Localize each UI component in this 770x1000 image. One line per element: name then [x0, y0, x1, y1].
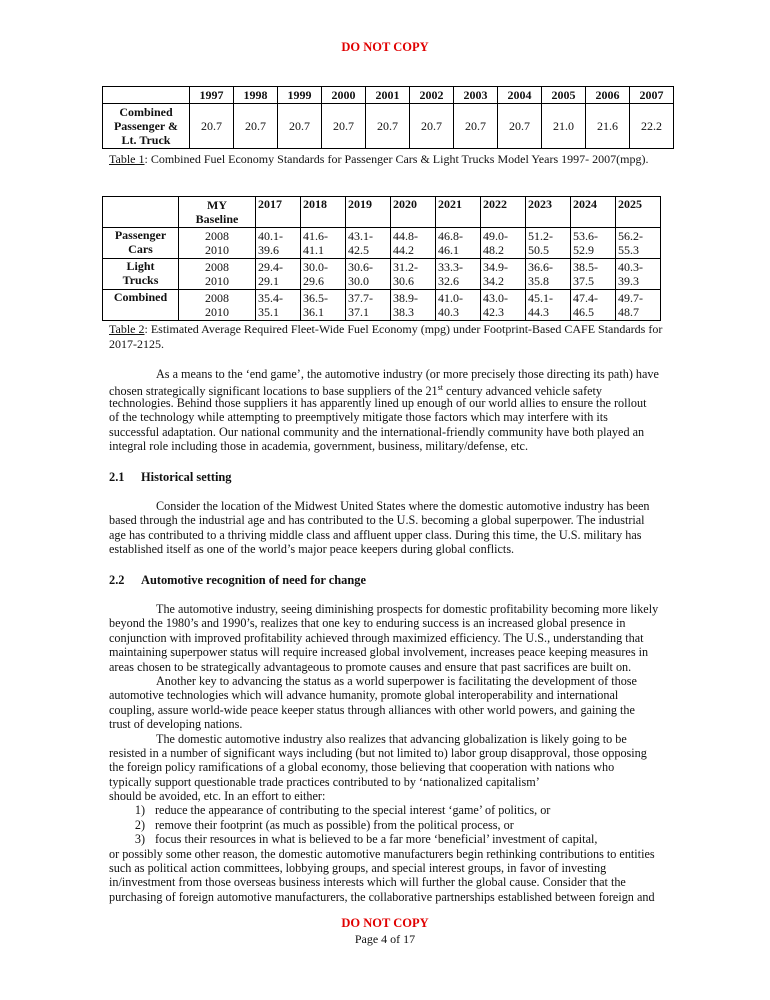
table1-year-header: 2007	[630, 87, 674, 104]
paragraph-line: age has contributed to a thriving middle class and affluent upper class. During this time, the U.S. military has	[109, 527, 642, 542]
paragraph-line: Another key to advancing the status as a world superpower is facilitating the development of those	[156, 673, 637, 688]
header-do-not-copy: DO NOT COPY	[341, 40, 429, 54]
table2-data-row	[103, 290, 661, 321]
paragraph-line-superscript	[109, 381, 684, 399]
table2-value-line: 44.3	[528, 305, 549, 319]
paragraph-line: The domestic automotive industry also realizes that advancing globalization is likely going to be	[156, 731, 627, 746]
table2-year-header: 2017	[256, 197, 301, 228]
table1-corner-cell	[103, 87, 190, 104]
table1-value-cell: 22.2	[630, 104, 674, 149]
table2-baseline-year: 2010	[205, 243, 229, 257]
table1-caption-label: Table 1	[109, 152, 145, 166]
table1-row-label-line: Lt. Truck	[121, 133, 171, 147]
table2-row-label	[103, 290, 179, 321]
list-number: 1)	[134, 803, 145, 818]
table2-value-line: 38.9-	[393, 291, 418, 305]
table2-year-header: 2023	[526, 197, 571, 228]
table2-value-line: 38.5-	[573, 260, 598, 274]
table2-value-line: 48.2	[483, 243, 504, 257]
table2-value-cell	[301, 290, 346, 321]
table2-baseline-year: 2010	[205, 305, 229, 319]
table2-value-line: 33.3-	[438, 260, 463, 274]
paragraph-line: coupling, assure world-wide peace keeper status through alliances with other world powers, and gaining the	[109, 702, 635, 717]
table2-year-header: 2021	[436, 197, 481, 228]
table2-caption-label: Table 2	[109, 322, 145, 336]
table2-value-cell	[436, 259, 481, 290]
list-number: 2)	[134, 817, 145, 832]
section-title: Automotive recognition of need for change	[141, 573, 366, 587]
historical-paragraph	[109, 499, 684, 557]
table1-year-header: 1997	[190, 87, 234, 104]
paragraph-text: century advanced vehicle safety	[442, 384, 603, 399]
table2-data-row	[103, 259, 661, 290]
table2-value-line: 40.3	[438, 305, 459, 319]
table2-baseline-cell	[179, 259, 256, 290]
table2-value-cell	[481, 228, 526, 259]
table2-value-line: 47.4-	[573, 291, 598, 305]
table2-baseline-header	[179, 197, 256, 228]
table1-year-header: 2001	[366, 87, 410, 104]
table1-value-cell: 21.6	[586, 104, 630, 149]
paragraph-line: typically support questionable trade practices contributed to by ‘nationalized capitalism’	[109, 774, 540, 789]
table2-value-cell	[301, 259, 346, 290]
paragraph-line: As a means to the ‘end game’, the automotive industry (or more precisely those directing its path) have	[156, 367, 659, 381]
table2-value-cell	[481, 290, 526, 321]
table2-value-cell	[346, 228, 391, 259]
table2-value-line: 41.0-	[438, 291, 463, 305]
table2-value-cell	[256, 290, 301, 321]
table1-value-cell: 20.7	[278, 104, 322, 149]
table2-year-header: 2019	[346, 197, 391, 228]
table2-value-line: 43.0-	[483, 291, 508, 305]
table2-value-line: 35.4-	[258, 291, 283, 305]
paragraph-line: in/investment from those overseas business interests which will further the global cause. Consider that the	[109, 875, 626, 890]
list-text: remove their footprint (as much as possible) from the political process, or	[155, 817, 514, 832]
table2-year-header: 2020	[391, 197, 436, 228]
table2-baseline-year: 2008	[205, 260, 229, 274]
table2-row-label	[103, 259, 179, 290]
table2-year-header: 2024	[571, 197, 616, 228]
table2-value-line: 35.1	[258, 305, 279, 319]
table2-value-line: 44.2	[393, 243, 414, 257]
table2-year-header: 2025	[616, 197, 661, 228]
section-heading-2-2	[109, 573, 366, 588]
table2-value-cell	[571, 228, 616, 259]
table2-value-line: 51.2-	[528, 229, 553, 243]
table2-value-cell	[391, 290, 436, 321]
table2-value-line: 37.5	[573, 274, 594, 288]
paragraph-line: purchasing of foreign automotive manufacturers, the collaborative partnerships established between foreign and	[109, 889, 655, 904]
list-number: 3)	[134, 832, 145, 847]
table2-header-row	[103, 197, 661, 228]
table2-value-line: 30.0-	[303, 260, 328, 274]
table2-row-label-line: Cars	[128, 242, 153, 256]
table2-value-cell	[391, 259, 436, 290]
table2-value-line: 34.2	[483, 274, 504, 288]
section-number: 2.2	[109, 573, 125, 587]
table2-value-line: 29.4-	[258, 260, 283, 274]
table2-value-line: 30.0	[348, 274, 369, 288]
table2-year-header: 2018	[301, 197, 346, 228]
table2-value-line: 56.2-	[618, 229, 643, 243]
footer-do-not-copy: DO NOT COPY	[341, 916, 429, 930]
intro-paragraph	[109, 367, 684, 453]
table2-row-label-line: Light	[126, 259, 155, 273]
table2-value-line: 55.3	[618, 243, 639, 257]
table2-value-line: 37.1	[348, 305, 369, 319]
paragraph-line: trust of developing nations.	[109, 717, 243, 732]
list-item	[109, 832, 684, 846]
paragraph-line: the foreign policy ramifications of a global economy, those believing that cooperation with nations who	[109, 760, 615, 775]
paragraph-line: automotive technologies which will advance humanity, promote global interoperability and international	[109, 688, 619, 703]
superscript-text: st	[437, 383, 443, 393]
table1-value-cell: 20.7	[498, 104, 542, 149]
paragraph-line: integral role including those in academia, government, business, military/defense, etc.	[109, 438, 528, 453]
table2-value-line: 43.1-	[348, 229, 373, 243]
table2-value-cell	[391, 228, 436, 259]
table2-value-line: 52.9	[573, 243, 594, 257]
table2-value-cell	[571, 290, 616, 321]
table2-value-line: 39.3	[618, 274, 639, 288]
table2-value-cell	[256, 259, 301, 290]
table2-value-cell	[616, 290, 661, 321]
table2-value-line: 48.7	[618, 305, 639, 319]
list-item	[109, 803, 684, 817]
table2-value-line: 37.7-	[348, 291, 373, 305]
table2-value-cell	[346, 259, 391, 290]
table2-value-cell	[571, 259, 616, 290]
table-fuel-standards-1997-2007	[102, 86, 674, 149]
table2-value-line: 30.6	[393, 274, 414, 288]
table1-value-cell: 20.7	[454, 104, 498, 149]
table2-value-line: 36.1	[303, 305, 324, 319]
list-item	[109, 818, 684, 832]
section-heading-2-1	[109, 470, 232, 485]
table1-year-header: 2000	[322, 87, 366, 104]
table2-value-line: 39.6	[258, 243, 279, 257]
table2-row-label-line: Combined	[113, 290, 168, 304]
table2-value-cell	[346, 290, 391, 321]
list-text: focus their resources in what is believed to be a far more ‘beneficial’ investment of capital,	[155, 832, 598, 847]
paragraph-text: chosen strategically significant locations to base suppliers of the 21	[109, 384, 438, 399]
table2-value-line: 40.1-	[258, 229, 283, 243]
paragraph-line: such as political action committees, lobbying groups, and special interest groups, in favor of investing	[109, 861, 607, 876]
paragraph-line: or possibly some other reason, the domestic automotive manufacturers begin rethinking contributions to entities	[109, 846, 655, 861]
table2-value-cell	[436, 290, 481, 321]
paragraph-line: maintaining superpower status will require increased global involvement, increases peace keeping measures in	[109, 645, 649, 660]
paragraph-line: technologies. Behind those suppliers it has apparently lined up enough of our world allies to ensure the rollout	[109, 395, 647, 410]
table2-value-line: 46.8-	[438, 229, 463, 243]
table2-value-line: 45.1-	[528, 291, 553, 305]
table2-value-line: 29.1	[258, 274, 279, 288]
page-number: Page 4 of 17	[354, 932, 416, 946]
table2-baseline-header-line: Baseline	[195, 212, 239, 226]
table1-row-label	[103, 104, 190, 149]
paragraph-line: resisted in a number of significant ways including (but not limited to) labor group disapproval, those opposing	[109, 745, 647, 760]
paragraph-line: conjunction with improved profitability achieved through maximized efficiency. The U.S., understanding that	[109, 630, 644, 645]
table1-year-header: 1998	[234, 87, 278, 104]
table2-caption-text-cont: 2017-2125.	[109, 337, 164, 351]
table2-value-line: 38.3	[393, 305, 414, 319]
table2-data-row	[103, 228, 661, 259]
table1-value-cell: 20.7	[410, 104, 454, 149]
table2-value-line: 44.8-	[393, 229, 418, 243]
paragraph-line: should be avoided, etc. In an effort to either:	[109, 789, 326, 804]
table2-baseline-cell	[179, 228, 256, 259]
table1-year-header: 2005	[542, 87, 586, 104]
table2-value-line: 49.7-	[618, 291, 643, 305]
table1-value-cell: 20.7	[322, 104, 366, 149]
table2-value-line: 31.2-	[393, 260, 418, 274]
table2-value-cell	[436, 228, 481, 259]
paragraph-line: of the technology while attempting to preemptively mitigate those factors which may interfere with its	[109, 410, 608, 425]
table2-baseline-cell	[179, 290, 256, 321]
paragraph-line: The automotive industry, seeing diminishing prospects for domestic profitability becoming more likely	[156, 602, 659, 616]
table2-value-cell	[256, 228, 301, 259]
table1-row-label-line: Passenger &	[113, 119, 179, 133]
table1-year-header: 2003	[454, 87, 498, 104]
table1-caption-text: : Combined Fuel Economy Standards for Passenger Cars & Light Trucks Model Years 1997- 2007(mpg).	[144, 152, 649, 166]
table2-value-cell	[526, 259, 571, 290]
table2-value-line: 41.6-	[303, 229, 328, 243]
table2-value-line: 34.9-	[483, 260, 508, 274]
paragraph-line: successful adaptation. Our national community and the international-friendly community have both played an	[109, 424, 645, 439]
table1-year-header: 2002	[410, 87, 454, 104]
table1-caption	[109, 152, 648, 167]
table2-value-line: 46.1	[438, 243, 459, 257]
section-number: 2.1	[109, 470, 125, 484]
table2-value-cell	[616, 259, 661, 290]
table1-value-cell: 20.7	[234, 104, 278, 149]
table1-year-header: 1999	[278, 87, 322, 104]
table2-year-header: 2022	[481, 197, 526, 228]
table2-baseline-year: 2010	[205, 274, 229, 288]
table2-value-line: 53.6-	[573, 229, 598, 243]
table2-value-cell	[526, 290, 571, 321]
paragraph-line: based through the industrial age and has contributed to the U.S. becoming a global superpower. The industrial	[109, 513, 645, 528]
paragraph-line: areas chosen to be strategically advantageous to promote causes and ensure that past sacrifices are built on.	[109, 659, 632, 674]
table1-data-row	[103, 104, 674, 149]
section-title: Historical setting	[141, 470, 232, 484]
paragraph-line: Consider the location of the Midwest United States where the domestic automotive industry has been	[156, 499, 650, 513]
paragraph-line: established itself as one of the world’s major peace keepers during global conflicts.	[109, 542, 515, 557]
table2-value-line: 36.5-	[303, 291, 328, 305]
table2-value-line: 42.3	[483, 305, 504, 319]
table2-row-label-line: Trucks	[122, 273, 159, 287]
table2-row-label	[103, 228, 179, 259]
table1-value-cell: 21.0	[542, 104, 586, 149]
table1-year-header: 2006	[586, 87, 630, 104]
table2-value-line: 32.6	[438, 274, 459, 288]
table2-value-line: 49.0-	[483, 229, 508, 243]
table2-value-line: 35.8	[528, 274, 549, 288]
table2-value-cell	[616, 228, 661, 259]
table2-value-line: 30.6-	[348, 260, 373, 274]
table2-baseline-year: 2008	[205, 291, 229, 305]
table1-value-cell: 20.7	[190, 104, 234, 149]
table2-corner-cell	[103, 197, 179, 228]
table1-year-header: 2004	[498, 87, 542, 104]
table2-baseline-header-line: MY	[207, 198, 227, 212]
table1-value-cell: 20.7	[366, 104, 410, 149]
table2-value-line: 50.5	[528, 243, 549, 257]
table2-value-cell	[301, 228, 346, 259]
table2-value-line: 42.5	[348, 243, 369, 257]
table1-row-label-line: Combined	[119, 105, 173, 119]
table2-value-line: 36.6-	[528, 260, 553, 274]
paragraph-line: beyond the 1980’s and 1990’s, realizes that one key to enduring success is an increased global presence in	[109, 616, 626, 631]
table1-header-row	[103, 87, 674, 104]
list-text: reduce the appearance of contributing to the special interest ‘game’ of politics, or	[155, 803, 551, 818]
table2-caption-text: : Estimated Average Required Fleet-Wide Fuel Economy (mpg) under Footprint-Based CAFE Standards for	[144, 322, 663, 336]
table2-value-line: 40.3-	[618, 260, 643, 274]
table2-row-label-line: Passenger	[114, 228, 167, 242]
change-paragraphs	[109, 602, 684, 904]
table2-value-line: 41.1	[303, 243, 324, 257]
table2-caption	[109, 322, 709, 352]
table-estimated-fleet-economy-2017-2025	[102, 196, 661, 321]
table2-value-line: 29.6	[303, 274, 324, 288]
table2-value-cell	[526, 228, 571, 259]
table2-baseline-year: 2008	[205, 229, 229, 243]
table2-value-line: 46.5	[573, 305, 594, 319]
table2-value-cell	[481, 259, 526, 290]
